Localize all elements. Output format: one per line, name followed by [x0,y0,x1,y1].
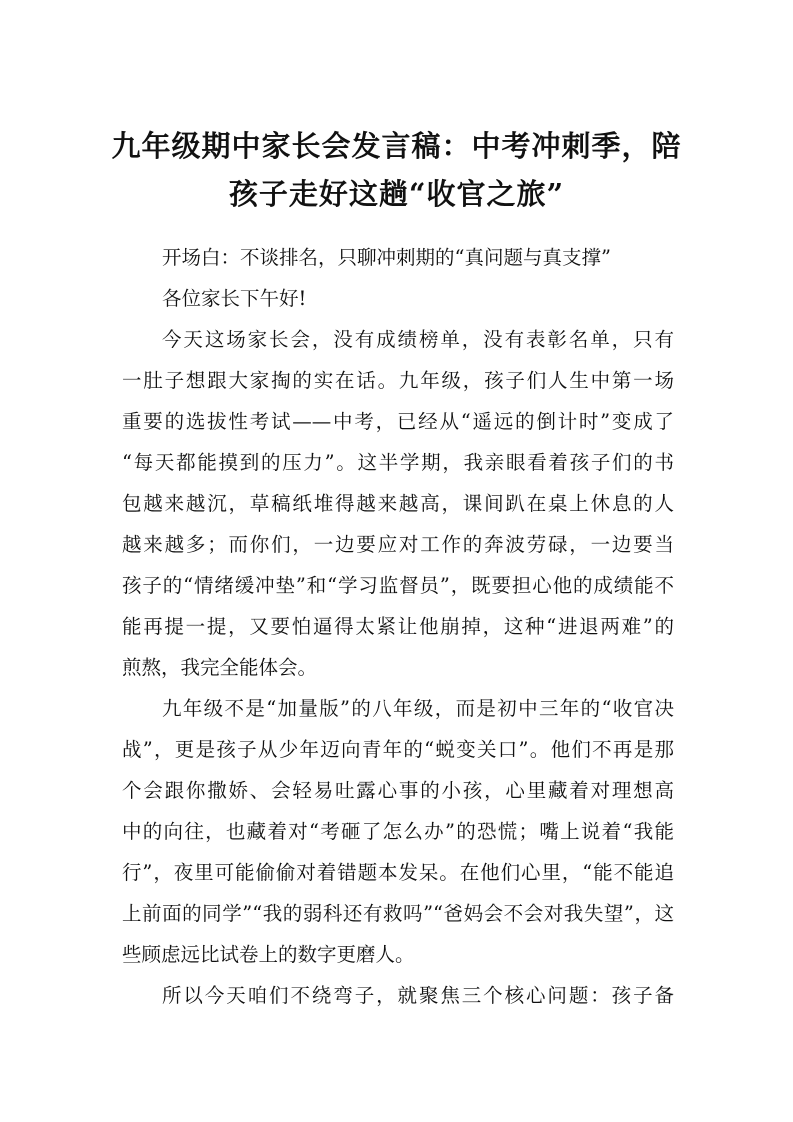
text-line: 煎熬，我完全能体会。 [122,656,318,679]
text-line: 包越来越沉，草稿纸堆得越来越高，课间趴在桌上休息的人 [122,492,674,515]
text-line: 能再提一提，又要怕逼得太紧让他崩掉，这种“进退两难”的 [122,615,674,638]
paragraph-introduction [122,319,674,688]
text-line: 孩子的“情绪缓冲垫”和“学习监督员”，既要担心他的成绩能不 [122,574,674,597]
paragraph-opening-heading [122,237,674,278]
paragraph-core-questions [122,975,674,1016]
text-line: 越来越多；而你们，一边要应对工作的奔波劳碌，一边要当 [122,533,674,556]
text-line: 上前面的同学”“我的弱科还有救吗”“爸妈会不会对我失望”，这 [122,902,674,925]
text-line: “每天都能摸到的压力”。这半学期，我亲眼看着孩子们的书 [122,451,674,474]
title-line-2: 孩子走好这趟“收官之旅” [228,177,565,211]
text-line: 行”，夜里可能偷偷对着错题本发呆。在他们心里，“能不能追 [122,861,674,884]
text-line: 战”，更是孩子从少年迈向青年的“蜕变关口”。他们不再是那 [122,738,674,761]
text-line: 中的向往，也藏着对“考砸了怎么办”的恐慌；嘴上说着“我能 [122,820,674,843]
text-line: 个会跟你撒娇、会轻易吐露心事的小孩，心里藏着对理想高 [122,779,674,802]
document-body [122,237,674,1016]
title-line-1: 九年级期中家长会发言稿：中考冲刺季，陪 [111,129,682,163]
text-line: 些顾虑远比试卷上的数字更磨人。 [122,943,415,966]
text-line: 重要的选拔性考试——中考，已经从“遥远的倒计时”变成了 [122,410,674,433]
document-title [100,122,693,218]
text-line: 九年级不是“加量版”的八年级，而是初中三年的“收官决 [162,697,674,720]
text-line: 今天这场家长会，没有成绩榜单，没有表彰名单，只有 [162,328,674,351]
text-line: 各位家长下午好! [162,287,307,310]
paragraph-greeting [122,278,674,319]
text-line: 所以今天咱们不绕弯子，就聚焦三个核心问题：孩子备 [162,984,674,1007]
text-line: 一肚子想跟大家掏的实在话。九年级，孩子们人生中第一场 [122,369,674,392]
paragraph-grade-nine [122,688,674,975]
text-line: 开场白：不谈排名，只聊冲刺期的“真问题与真支撑” [162,246,611,269]
